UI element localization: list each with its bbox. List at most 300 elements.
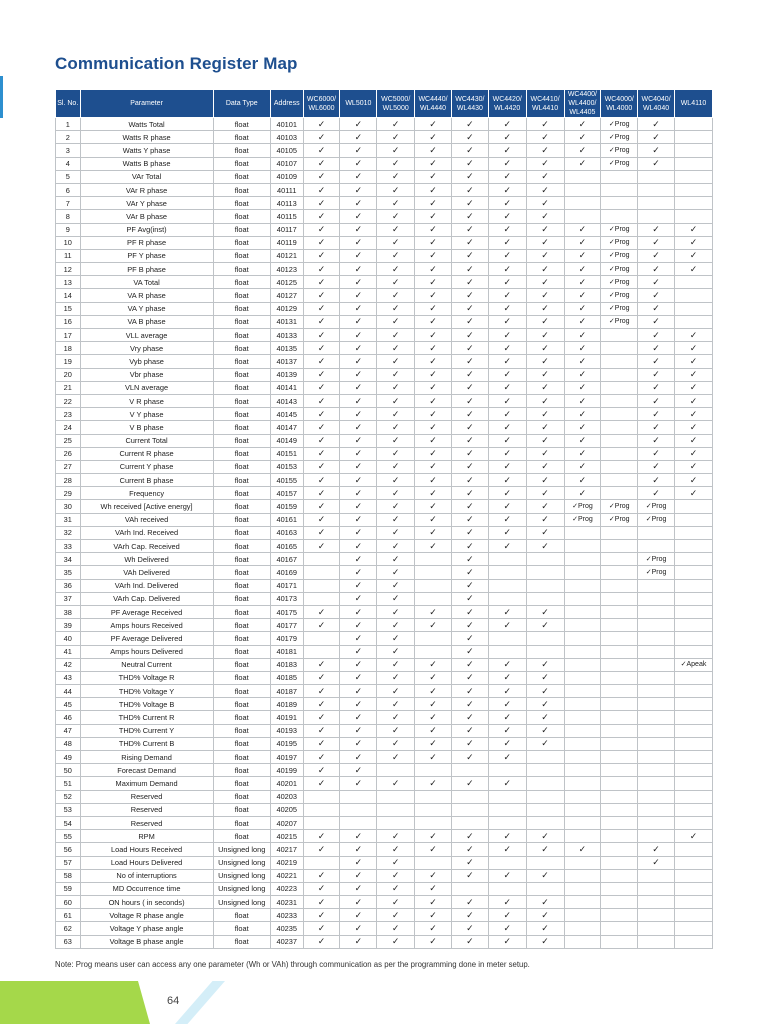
table-row: [56, 329, 713, 342]
serial-cell: 48: [56, 737, 81, 750]
support-cell: [377, 764, 415, 777]
parameter-cell: Neutral Current: [80, 658, 213, 671]
table-row: [56, 289, 713, 302]
support-cell: [674, 592, 712, 605]
serial-cell: 12: [56, 263, 81, 276]
data-type-cell: float: [213, 566, 270, 579]
support-cell: [638, 896, 675, 909]
support-cell: ✓: [415, 513, 452, 526]
support-cell: ✓: [340, 658, 377, 671]
support-cell: [638, 803, 675, 816]
support-cell: [638, 632, 675, 645]
support-cell: [601, 830, 638, 843]
support-cell: ✓: [526, 131, 564, 144]
support-cell: [564, 790, 601, 803]
support-cell: ✓: [488, 223, 526, 236]
support-cell: ✓: [377, 289, 415, 302]
table-row: [56, 764, 713, 777]
support-cell: ✓: [564, 408, 601, 421]
support-cell: ✓: [488, 474, 526, 487]
support-cell: [638, 882, 675, 895]
support-cell: ✓: [638, 342, 675, 355]
support-cell: [564, 751, 601, 764]
support-cell: ✓: [340, 711, 377, 724]
support-cell: ✓Prog: [601, 131, 638, 144]
data-type-cell: float: [213, 685, 270, 698]
parameter-cell: Watts B phase: [80, 157, 213, 170]
address-cell: 40231: [270, 896, 303, 909]
address-cell: 40101: [270, 118, 303, 131]
register-map-table: [55, 89, 713, 949]
table-row: [56, 882, 713, 895]
support-cell: [564, 882, 601, 895]
serial-cell: 2: [56, 131, 81, 144]
support-cell: [303, 816, 340, 829]
table-row: [56, 223, 713, 236]
parameter-cell: V Y phase: [80, 408, 213, 421]
support-cell: [638, 790, 675, 803]
support-cell: ✓: [303, 223, 340, 236]
support-cell: [638, 170, 675, 183]
support-cell: ✓: [451, 236, 488, 249]
support-cell: ✓: [303, 526, 340, 539]
support-cell: ✓: [451, 329, 488, 342]
parameter-cell: Load Hours Received: [80, 843, 213, 856]
support-cell: [601, 737, 638, 750]
support-cell: ✓: [303, 843, 340, 856]
table-row: [56, 645, 713, 658]
support-cell: [674, 144, 712, 157]
data-type-cell: float: [213, 935, 270, 948]
support-cell: [601, 724, 638, 737]
table-row: [56, 869, 713, 882]
support-cell: [674, 671, 712, 684]
support-cell: ✓: [564, 276, 601, 289]
support-cell: ✓: [564, 487, 601, 500]
table-row: [56, 711, 713, 724]
serial-cell: 30: [56, 500, 81, 513]
support-cell: ✓: [451, 698, 488, 711]
support-cell: ✓: [488, 197, 526, 210]
support-cell: ✓: [415, 170, 452, 183]
parameter-cell: THD% Voltage R: [80, 671, 213, 684]
support-cell: ✓: [451, 408, 488, 421]
support-cell: [674, 764, 712, 777]
parameter-cell: VArh Ind. Delivered: [80, 579, 213, 592]
support-cell: [601, 394, 638, 407]
support-cell: [601, 421, 638, 434]
address-cell: 40153: [270, 460, 303, 473]
support-cell: ✓: [340, 355, 377, 368]
parameter-cell: V B phase: [80, 421, 213, 434]
support-cell: ✓: [564, 342, 601, 355]
parameter-cell: PF R phase: [80, 236, 213, 249]
support-cell: [674, 896, 712, 909]
address-cell: 40223: [270, 882, 303, 895]
support-cell: [674, 698, 712, 711]
support-cell: ✓: [377, 394, 415, 407]
support-cell: [488, 553, 526, 566]
support-cell: ✓: [415, 619, 452, 632]
serial-cell: 36: [56, 579, 81, 592]
serial-cell: 46: [56, 711, 81, 724]
support-cell: [488, 592, 526, 605]
support-cell: ✓: [303, 183, 340, 196]
support-cell: ✓: [488, 540, 526, 553]
column-header: WL5010: [340, 90, 377, 118]
address-cell: 40187: [270, 685, 303, 698]
support-cell: [415, 579, 452, 592]
support-cell: ✓: [638, 434, 675, 447]
data-type-cell: Unsigned long: [213, 856, 270, 869]
table-row: [56, 790, 713, 803]
table-row: [56, 751, 713, 764]
support-cell: ✓: [488, 302, 526, 315]
support-cell: ✓: [303, 896, 340, 909]
support-cell: [564, 896, 601, 909]
support-cell: ✓: [303, 487, 340, 500]
data-type-cell: float: [213, 751, 270, 764]
data-type-cell: float: [213, 711, 270, 724]
support-cell: [601, 803, 638, 816]
support-cell: [564, 592, 601, 605]
support-cell: ✓: [488, 144, 526, 157]
parameter-cell: VAr R phase: [80, 183, 213, 196]
serial-cell: 14: [56, 289, 81, 302]
parameter-cell: Current Y phase: [80, 460, 213, 473]
support-cell: ✓: [377, 632, 415, 645]
support-cell: [601, 882, 638, 895]
support-cell: ✓: [415, 685, 452, 698]
data-type-cell: float: [213, 737, 270, 750]
support-cell: ✓: [303, 500, 340, 513]
support-cell: [638, 605, 675, 618]
support-cell: ✓: [415, 408, 452, 421]
support-cell: ✓: [415, 381, 452, 394]
support-cell: ✓: [451, 711, 488, 724]
table-row: [56, 408, 713, 421]
serial-cell: 4: [56, 157, 81, 170]
support-cell: ✓: [488, 724, 526, 737]
support-cell: ✓: [340, 698, 377, 711]
support-cell: ✓: [564, 368, 601, 381]
data-type-cell: float: [213, 698, 270, 711]
support-cell: ✓: [488, 500, 526, 513]
data-type-cell: float: [213, 381, 270, 394]
support-cell: [674, 711, 712, 724]
support-cell: ✓: [303, 131, 340, 144]
support-cell: ✓: [340, 632, 377, 645]
support-cell: [601, 909, 638, 922]
parameter-cell: Current Total: [80, 434, 213, 447]
support-cell: ✓: [377, 553, 415, 566]
support-cell: [674, 843, 712, 856]
support-cell: ✓: [526, 447, 564, 460]
address-cell: 40139: [270, 368, 303, 381]
support-cell: [674, 500, 712, 513]
table-row: [56, 183, 713, 196]
table-row: [56, 698, 713, 711]
parameter-cell: Reserved: [80, 803, 213, 816]
support-cell: ✓: [303, 935, 340, 948]
support-cell: ✓: [488, 131, 526, 144]
support-cell: [526, 751, 564, 764]
support-cell: ✓: [488, 830, 526, 843]
support-cell: ✓: [488, 263, 526, 276]
table-row: [56, 526, 713, 539]
support-cell: [415, 856, 452, 869]
support-cell: ✓: [526, 711, 564, 724]
table-row: [56, 381, 713, 394]
serial-cell: 19: [56, 355, 81, 368]
support-cell: ✓Prog: [638, 553, 675, 566]
support-cell: ✓: [340, 289, 377, 302]
support-cell: ✓: [377, 830, 415, 843]
support-cell: ✓: [526, 223, 564, 236]
support-cell: ✓: [303, 210, 340, 223]
data-type-cell: float: [213, 223, 270, 236]
support-cell: ✓: [564, 394, 601, 407]
data-type-cell: float: [213, 500, 270, 513]
support-cell: [674, 909, 712, 922]
support-cell: ✓: [564, 118, 601, 131]
parameter-cell: VAr Total: [80, 170, 213, 183]
support-cell: ✓: [638, 315, 675, 328]
data-type-cell: float: [213, 579, 270, 592]
support-cell: ✓: [377, 276, 415, 289]
support-cell: ✓: [488, 394, 526, 407]
support-cell: ✓: [377, 329, 415, 342]
support-cell: ✓: [564, 355, 601, 368]
support-cell: ✓: [526, 381, 564, 394]
support-cell: ✓: [340, 223, 377, 236]
table-row: [56, 816, 713, 829]
support-cell: ✓: [488, 447, 526, 460]
support-cell: [674, 566, 712, 579]
support-cell: ✓: [377, 118, 415, 131]
serial-cell: 25: [56, 434, 81, 447]
address-cell: 40197: [270, 751, 303, 764]
support-cell: ✓: [526, 922, 564, 935]
support-cell: ✓: [340, 685, 377, 698]
column-header: Sl. No.: [56, 90, 81, 118]
support-cell: ✓: [674, 342, 712, 355]
support-cell: [674, 869, 712, 882]
support-cell: [564, 909, 601, 922]
support-cell: [674, 816, 712, 829]
support-cell: ✓: [451, 500, 488, 513]
support-cell: [564, 632, 601, 645]
parameter-cell: THD% Current B: [80, 737, 213, 750]
serial-cell: 40: [56, 632, 81, 645]
column-header: WC4420/ WL4420: [488, 90, 526, 118]
support-cell: ✓: [488, 869, 526, 882]
support-cell: ✓: [488, 170, 526, 183]
support-cell: [601, 460, 638, 473]
data-type-cell: float: [213, 421, 270, 434]
serial-cell: 34: [56, 553, 81, 566]
column-header: WL4110: [674, 90, 712, 118]
parameter-cell: Wh Delivered: [80, 553, 213, 566]
address-cell: 40235: [270, 922, 303, 935]
serial-cell: 26: [56, 447, 81, 460]
support-cell: ✓: [415, 935, 452, 948]
support-cell: [526, 764, 564, 777]
support-cell: ✓: [340, 724, 377, 737]
parameter-cell: Frequency: [80, 487, 213, 500]
support-cell: [451, 816, 488, 829]
support-cell: ✓: [488, 249, 526, 262]
serial-cell: 39: [56, 619, 81, 632]
address-cell: 40103: [270, 131, 303, 144]
support-cell: [564, 935, 601, 948]
support-cell: [377, 790, 415, 803]
support-cell: [564, 566, 601, 579]
support-cell: ✓: [451, 315, 488, 328]
support-cell: ✓: [303, 289, 340, 302]
support-cell: [488, 816, 526, 829]
support-cell: [638, 698, 675, 711]
support-cell: ✓: [451, 447, 488, 460]
data-type-cell: float: [213, 355, 270, 368]
support-cell: [601, 210, 638, 223]
table-header-row: [56, 90, 713, 118]
support-cell: ✓: [340, 408, 377, 421]
support-cell: ✓: [377, 434, 415, 447]
serial-cell: 21: [56, 381, 81, 394]
support-cell: [601, 342, 638, 355]
support-cell: ✓: [377, 170, 415, 183]
support-cell: [601, 896, 638, 909]
support-cell: ✓: [340, 500, 377, 513]
parameter-cell: VA Y phase: [80, 302, 213, 315]
support-cell: [303, 645, 340, 658]
support-cell: ✓: [377, 566, 415, 579]
support-cell: [638, 869, 675, 882]
support-cell: [564, 777, 601, 790]
support-cell: ✓: [303, 249, 340, 262]
support-cell: [601, 197, 638, 210]
serial-cell: 11: [56, 249, 81, 262]
parameter-cell: Watts Total: [80, 118, 213, 131]
support-cell: ✓: [340, 118, 377, 131]
support-cell: ✓: [488, 513, 526, 526]
support-cell: [601, 553, 638, 566]
serial-cell: 43: [56, 671, 81, 684]
serial-cell: 57: [56, 856, 81, 869]
support-cell: [303, 790, 340, 803]
parameter-cell: PF Y phase: [80, 249, 213, 262]
support-cell: ✓: [303, 302, 340, 315]
table-row: [56, 619, 713, 632]
support-cell: [526, 632, 564, 645]
support-cell: ✓: [377, 355, 415, 368]
parameter-cell: THD% Voltage B: [80, 698, 213, 711]
support-cell: ✓: [377, 421, 415, 434]
support-cell: ✓: [526, 408, 564, 421]
serial-cell: 18: [56, 342, 81, 355]
support-cell: ✓: [638, 249, 675, 262]
address-cell: 40159: [270, 500, 303, 513]
support-cell: ✓: [526, 896, 564, 909]
support-cell: ✓: [451, 421, 488, 434]
support-cell: ✓: [377, 315, 415, 328]
support-cell: ✓: [526, 671, 564, 684]
support-cell: ✓: [303, 118, 340, 131]
support-cell: ✓: [377, 896, 415, 909]
support-cell: [564, 698, 601, 711]
support-cell: ✓: [451, 394, 488, 407]
address-cell: 40161: [270, 513, 303, 526]
support-cell: [601, 329, 638, 342]
support-cell: ✓: [526, 698, 564, 711]
support-cell: ✓: [377, 698, 415, 711]
support-cell: [638, 540, 675, 553]
table-row: [56, 474, 713, 487]
data-type-cell: float: [213, 724, 270, 737]
support-cell: [674, 619, 712, 632]
support-cell: ✓: [303, 144, 340, 157]
address-cell: 40157: [270, 487, 303, 500]
support-cell: ✓: [415, 302, 452, 315]
support-cell: ✓: [451, 751, 488, 764]
parameter-cell: Current B phase: [80, 474, 213, 487]
address-cell: 40121: [270, 249, 303, 262]
parameter-cell: VA Total: [80, 276, 213, 289]
support-cell: ✓: [303, 434, 340, 447]
support-cell: ✓: [488, 157, 526, 170]
footer-blue-stripe: [175, 981, 225, 1024]
address-cell: 40155: [270, 474, 303, 487]
support-cell: ✓: [451, 355, 488, 368]
support-cell: ✓: [526, 315, 564, 328]
address-cell: 40215: [270, 830, 303, 843]
support-cell: [526, 882, 564, 895]
address-cell: 40233: [270, 909, 303, 922]
support-cell: ✓: [377, 592, 415, 605]
support-cell: ✓: [488, 671, 526, 684]
serial-cell: 51: [56, 777, 81, 790]
support-cell: ✓: [377, 183, 415, 196]
serial-cell: 37: [56, 592, 81, 605]
support-cell: ✓: [303, 236, 340, 249]
parameter-cell: Reserved: [80, 790, 213, 803]
data-type-cell: float: [213, 764, 270, 777]
support-cell: ✓: [451, 210, 488, 223]
address-cell: 40167: [270, 553, 303, 566]
address-cell: 40127: [270, 289, 303, 302]
data-type-cell: float: [213, 803, 270, 816]
address-cell: 40189: [270, 698, 303, 711]
support-cell: ✓: [526, 724, 564, 737]
support-cell: ✓: [638, 355, 675, 368]
support-cell: [674, 302, 712, 315]
support-cell: ✓: [377, 500, 415, 513]
support-cell: [564, 540, 601, 553]
column-header: WC4410/ WL4410: [526, 90, 564, 118]
support-cell: ✓: [340, 579, 377, 592]
column-header: Address: [270, 90, 303, 118]
support-cell: ✓: [564, 157, 601, 170]
support-cell: [674, 526, 712, 539]
support-cell: [377, 816, 415, 829]
support-cell: ✓: [638, 394, 675, 407]
support-cell: ✓: [526, 935, 564, 948]
support-cell: ✓: [415, 144, 452, 157]
table-row: [56, 896, 713, 909]
support-cell: ✓: [415, 737, 452, 750]
address-cell: 40111: [270, 183, 303, 196]
